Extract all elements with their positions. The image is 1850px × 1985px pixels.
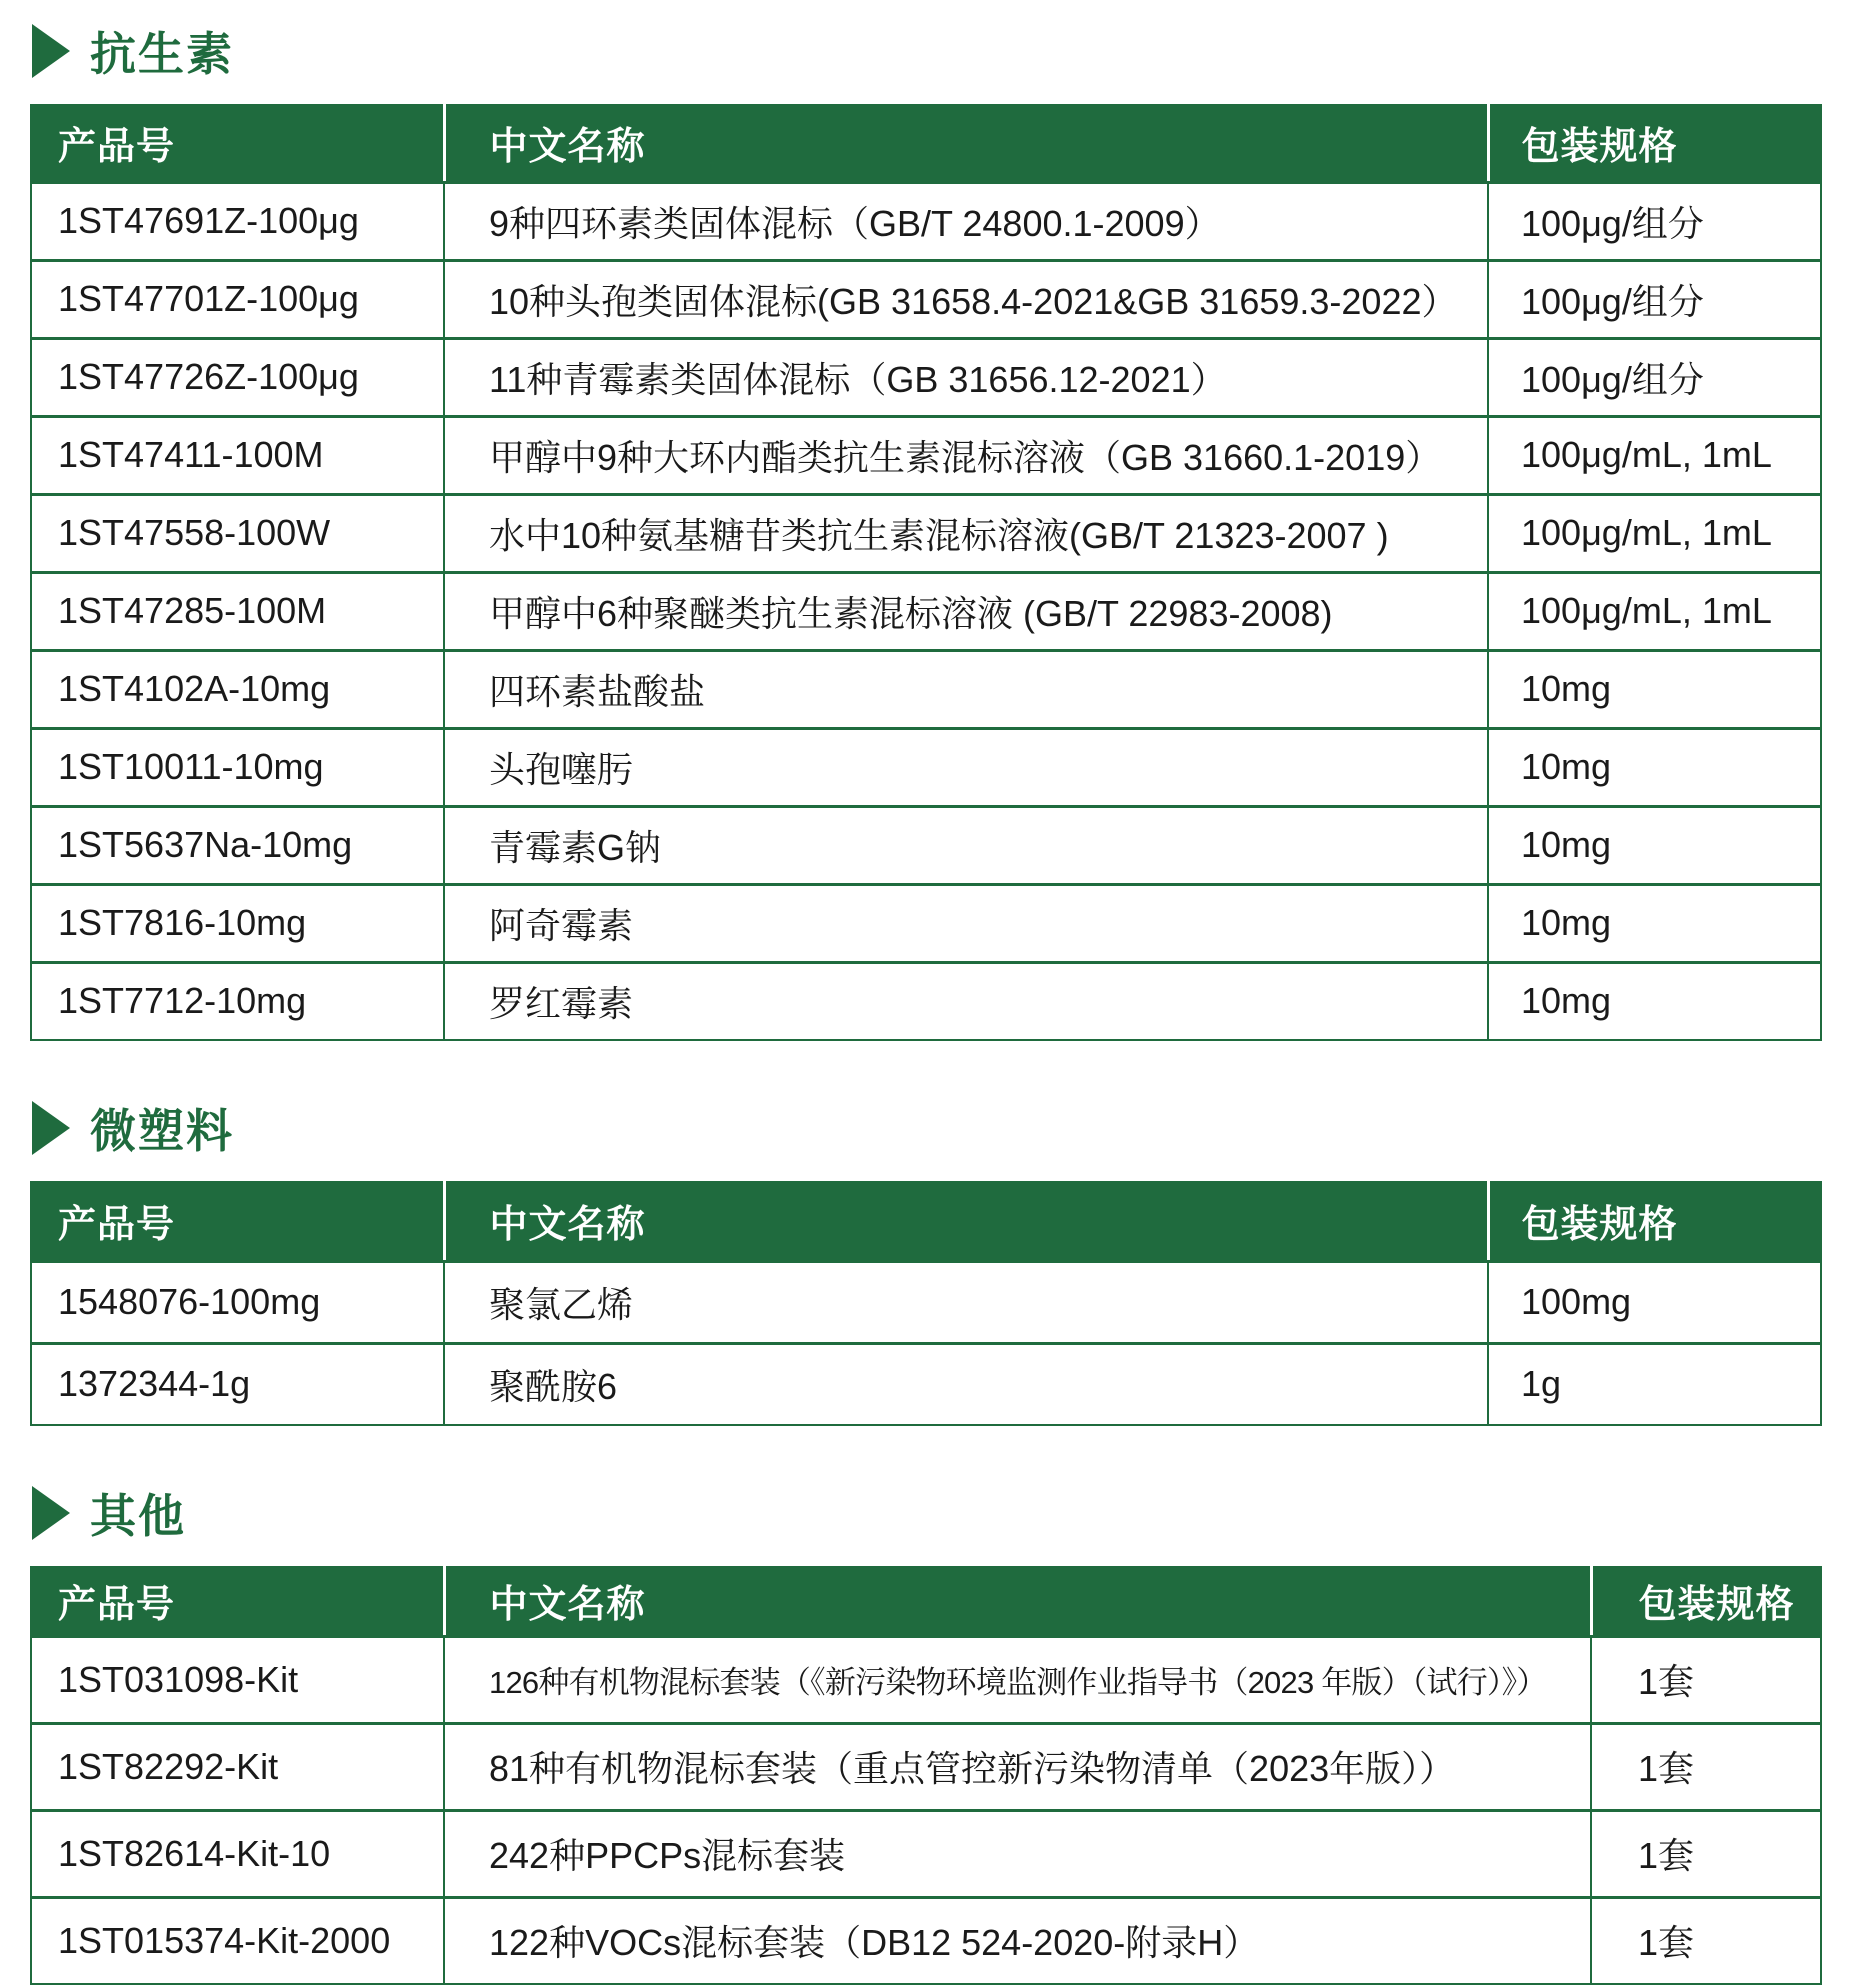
pack-spec-cell: 10mg: [1488, 884, 1821, 962]
pack-spec-cell: 100μg/组分: [1488, 182, 1821, 260]
product-no-cell: 1ST7712-10mg: [31, 962, 444, 1040]
table-row: [31, 884, 1821, 962]
pack-spec-cell: 1套: [1591, 1723, 1821, 1810]
table-row: [31, 1343, 1821, 1425]
pack-spec-cell: 10mg: [1488, 962, 1821, 1040]
pack-spec-cell: 1套: [1591, 1897, 1821, 1984]
col-header-cn-name: 中文名称: [444, 1566, 1591, 1636]
col-header-cn-name: 中文名称: [444, 104, 1488, 182]
cn-name-cell: 甲醇中6种聚醚类抗生素混标溶液 (GB/T 22983-2008): [444, 572, 1488, 650]
cn-name-cell: 聚氯乙烯: [444, 1261, 1488, 1343]
product-no-cell: 1ST47701Z-100μg: [31, 260, 444, 338]
section-title-other: [32, 1484, 1820, 1542]
antibiotics-table: [30, 104, 1822, 1041]
col-header-cn-name: 中文名称: [444, 1181, 1488, 1261]
microplastics-table: [30, 1181, 1822, 1426]
table-row: [31, 806, 1821, 884]
product-no-cell: 1ST47411-100M: [31, 416, 444, 494]
table-row: [31, 338, 1821, 416]
pack-spec-cell: 10mg: [1488, 806, 1821, 884]
table-row: [31, 1636, 1821, 1723]
product-no-cell: 1ST4102A-10mg: [31, 650, 444, 728]
table-header-row: [31, 1181, 1821, 1261]
section-title-microplastics: [32, 1099, 1820, 1157]
col-header-product-no: 产品号: [31, 104, 444, 182]
section-other: [30, 1484, 1820, 1985]
table-row: [31, 962, 1821, 1040]
col-header-pack-spec: 包装规格: [1591, 1566, 1821, 1636]
table-row: [31, 416, 1821, 494]
product-no-cell: 1372344-1g: [31, 1343, 444, 1425]
col-header-pack-spec: 包装规格: [1488, 1181, 1821, 1261]
product-no-cell: 1ST031098-Kit: [31, 1636, 444, 1723]
cn-name-cell: 10种头孢类固体混标(GB 31658.4-2021&GB 31659.3-2022）: [444, 260, 1488, 338]
section-microplastics: [30, 1099, 1820, 1426]
cn-name-cell: 水中10种氨基糖苷类抗生素混标溶液(GB/T 21323-2007 ): [444, 494, 1488, 572]
table-row: [31, 572, 1821, 650]
table-row: [31, 1261, 1821, 1343]
pack-spec-cell: 100μg/组分: [1488, 338, 1821, 416]
table-row: [31, 494, 1821, 572]
table-row: [31, 260, 1821, 338]
section-title-label: 微塑料: [90, 1105, 234, 1157]
product-no-cell: 1ST47558-100W: [31, 494, 444, 572]
section-arrow-icon: [32, 1101, 70, 1155]
cn-name-cell: 126种有机物混标套装（《新污染物环境监测作业指导书（2023 年版）（试行）》）: [444, 1636, 1591, 1723]
product-no-cell: 1ST47726Z-100μg: [31, 338, 444, 416]
col-header-product-no: 产品号: [31, 1181, 444, 1261]
section-arrow-icon: [32, 24, 70, 78]
pack-spec-cell: 10mg: [1488, 728, 1821, 806]
product-no-cell: 1ST47691Z-100μg: [31, 182, 444, 260]
col-header-product-no: 产品号: [31, 1566, 444, 1636]
pack-spec-cell: 10mg: [1488, 650, 1821, 728]
pack-spec-cell: 100mg: [1488, 1261, 1821, 1343]
product-no-cell: 1ST82614-Kit-10: [31, 1810, 444, 1897]
cn-name-cell: 81种有机物混标套装（重点管控新污染物清单（2023年版））: [444, 1723, 1591, 1810]
section-title-label: 抗生素: [90, 28, 234, 80]
pack-spec-cell: 100μg/组分: [1488, 260, 1821, 338]
table-row: [31, 1897, 1821, 1984]
cn-name-cell: 青霉素G钠: [444, 806, 1488, 884]
table-row: [31, 1723, 1821, 1810]
table-header-row: [31, 1566, 1821, 1636]
cn-name-cell: 9种四环素类固体混标（GB/T 24800.1-2009）: [444, 182, 1488, 260]
cn-name-cell: 122种VOCs混标套装（DB12 524-2020-附录H）: [444, 1897, 1591, 1984]
pack-spec-cell: 100μg/mL, 1mL: [1488, 494, 1821, 572]
section-arrow-icon: [32, 1486, 70, 1540]
product-no-cell: 1ST82292-Kit: [31, 1723, 444, 1810]
product-no-cell: 1ST10011-10mg: [31, 728, 444, 806]
cn-name-cell: 242种PPCPs混标套装: [444, 1810, 1591, 1897]
cn-name-cell: 四环素盐酸盐: [444, 650, 1488, 728]
cn-name-cell: 罗红霉素: [444, 962, 1488, 1040]
pack-spec-cell: 100μg/mL, 1mL: [1488, 572, 1821, 650]
section-title-antibiotics: [32, 22, 1820, 80]
product-no-cell: 1ST015374-Kit-2000: [31, 1897, 444, 1984]
product-no-cell: 1548076-100mg: [31, 1261, 444, 1343]
pack-spec-cell: 1g: [1488, 1343, 1821, 1425]
cn-name-cell: 头孢噻肟: [444, 728, 1488, 806]
table-row: [31, 1810, 1821, 1897]
product-no-cell: 1ST7816-10mg: [31, 884, 444, 962]
pack-spec-cell: 1套: [1591, 1636, 1821, 1723]
col-header-pack-spec: 包装规格: [1488, 104, 1821, 182]
cn-name-cell: 聚酰胺6: [444, 1343, 1488, 1425]
pack-spec-cell: 1套: [1591, 1810, 1821, 1897]
product-no-cell: 1ST5637Na-10mg: [31, 806, 444, 884]
table-row: [31, 182, 1821, 260]
pack-spec-cell: 100μg/mL, 1mL: [1488, 416, 1821, 494]
cn-name-cell: 11种青霉素类固体混标（GB 31656.12-2021）: [444, 338, 1488, 416]
product-no-cell: 1ST47285-100M: [31, 572, 444, 650]
table-header-row: [31, 104, 1821, 182]
other-table: [30, 1566, 1822, 1985]
table-row: [31, 728, 1821, 806]
table-row: [31, 650, 1821, 728]
section-antibiotics: [30, 22, 1820, 1041]
cn-name-cell: 阿奇霉素: [444, 884, 1488, 962]
section-title-label: 其他: [90, 1490, 186, 1542]
cn-name-cell: 甲醇中9种大环内酯类抗生素混标溶液（GB 31660.1-2019）: [444, 416, 1488, 494]
